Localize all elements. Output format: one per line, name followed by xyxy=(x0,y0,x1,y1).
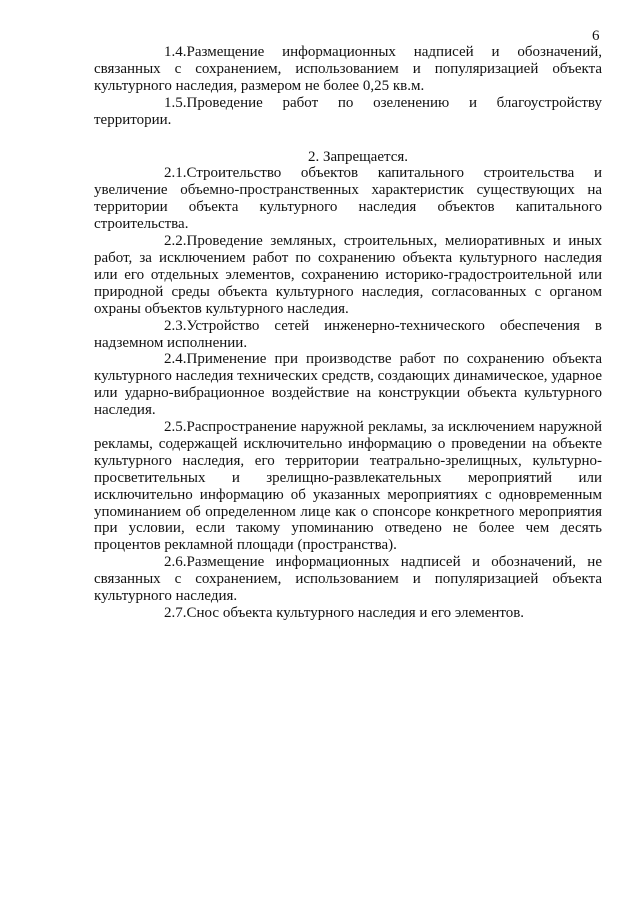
list-item xyxy=(94,165,602,233)
item-text: Распространение наружной рекламы, за исключением наружной рекламы, содержащей исключительно информацию о проведении на объекте культурного наследия, его территории театрально-зрелищных, культурно-просветительных и зрелищно-развлекательных мероприятий или исключительно информацию об указанных мероприятиях с одновременным упоминанием об определенном лице как о спонсоре конкретного мероприятия при условии, если такому упоминанию отведено не более чем десять процентов рекламной площади (пространства). xyxy=(94,419,602,554)
item-text: Размещение информационных надписей и обозначений, не связанных с сохранением, использованием и популяризацией объекта культурного наследия. xyxy=(94,554,602,605)
item-text: Строительство объектов капитального строительства и увеличение объемно-пространственных характеристик существующих на территории объекта культурного наследия объектов капитального строительства. xyxy=(94,165,602,233)
list-item xyxy=(94,44,602,95)
item-number: 2.3. xyxy=(164,317,187,334)
list-item xyxy=(94,351,602,419)
item-number: 2.2. xyxy=(164,233,187,250)
item-number: 2.5. xyxy=(164,419,187,436)
item-text: Проведение земляных, строительных, мелиоративных и иных работ, за исключением работ по сохранению объекта культурного наследия или его отдельных элементов, сохранению историко-градостроительной или природной среды объекта культурного наследия, согласованных с органом охраны объектов культурного наследия. xyxy=(94,233,602,317)
item-text: Устройство сетей инженерно-технического обеспечения в надземном исполнении. xyxy=(94,317,602,351)
item-number: 1.4. xyxy=(164,44,187,60)
section-heading: 2. Запрещается. xyxy=(307,148,409,165)
item-number: 2.1. xyxy=(164,165,187,182)
list-item xyxy=(94,95,602,129)
page-number: 6 xyxy=(592,28,600,44)
list-item xyxy=(94,554,602,605)
item-number: 1.5. xyxy=(164,94,187,111)
list-item xyxy=(94,419,602,554)
list-item xyxy=(94,233,602,318)
list-item xyxy=(94,605,602,622)
item-number: 2.7. xyxy=(164,605,187,621)
list-item xyxy=(94,318,602,352)
item-text: Проведение работ по озеленению и благоустройству территории. xyxy=(94,94,602,128)
item-text: Применение при производстве работ по сохранению объекта культурного наследия технических средств, создающих динамическое, ударное или ударно-вибрационное воздействие на конструкции объекта культурного наследия. xyxy=(94,351,602,419)
item-number: 2.6. xyxy=(164,554,187,571)
item-number: 2.4. xyxy=(164,351,187,368)
item-text: Размещение информационных надписей и обозначений, связанных с сохранением, использованием и популяризацией объекта культурного наследия, размером не более 0,25 кв.м. xyxy=(94,44,602,94)
document-body xyxy=(94,44,602,622)
item-text: Снос объекта культурного наследия и его элементов. xyxy=(186,605,525,621)
